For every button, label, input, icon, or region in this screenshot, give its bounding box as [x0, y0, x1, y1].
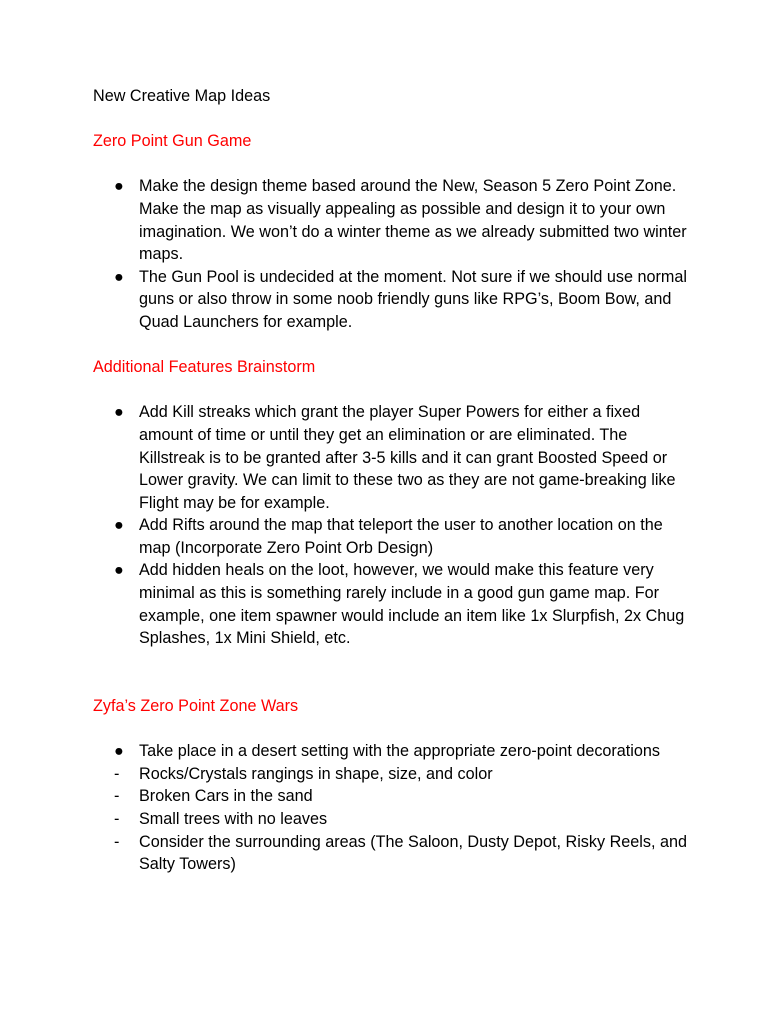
spacer: [93, 379, 693, 402]
list-item: [93, 401, 693, 514]
list-item: [93, 763, 693, 786]
bullet-marker: ●: [114, 516, 124, 535]
document-title: New Creative Map Ideas: [93, 87, 271, 105]
list-item-text: Add Kill streaks which grant the player Super Powers for either a fixed amount of time or until they get an elimination or are eliminated. The Killstreak is to be granted after 3-5 kills and it can grant Boosted Speed or Lower gravity. We can limit to these two as they are not game-breaking like Flight may be for example.: [139, 403, 676, 512]
bullet-marker: ●: [114, 403, 124, 422]
spacer: [93, 650, 693, 695]
bullet-marker: ●: [114, 561, 124, 580]
list-item: [93, 831, 693, 876]
section-list-zero-point-gun-game: [93, 175, 693, 333]
list-item-text: The Gun Pool is undecided at the moment. Not sure if we should use normal guns or also throw in some noob friendly guns like RPG’s, Boom Bow, and Quad Launchers for example.: [139, 267, 687, 331]
list-item-text: Take place in a desert setting with the appropriate zero-point decorations: [139, 742, 661, 761]
bullet-marker: ●: [114, 267, 124, 286]
bullet-marker: ●: [114, 742, 124, 761]
section-list-additional-features: [93, 401, 693, 650]
bullet-marker: ●: [114, 177, 124, 196]
dash-marker: -: [114, 810, 120, 828]
list-item: [93, 175, 693, 265]
list-item-text: Broken Cars in the sand: [139, 787, 313, 806]
list-item: [93, 808, 693, 831]
spacer: [93, 153, 693, 176]
list-item: [93, 514, 693, 559]
dash-marker: -: [114, 832, 120, 851]
document-page: [93, 85, 693, 876]
list-item: [93, 559, 693, 649]
section-heading-zero-point-gun-game: Zero Point Gun Game: [93, 132, 252, 151]
dash-marker: -: [114, 787, 120, 806]
section-heading-zone-wars: Zyfa’s Zero Point Zone Wars: [93, 697, 299, 716]
section-heading-additional-features: Additional Features Brainstorm: [93, 358, 316, 377]
spacer: [93, 334, 693, 357]
list-item-text: Small trees with no leaves: [139, 810, 328, 828]
dash-marker: -: [114, 764, 120, 783]
list-item: [93, 266, 693, 334]
list-item: [93, 785, 693, 808]
spacer: [93, 718, 693, 741]
list-item-text: Rocks/Crystals rangings in shape, size, and color: [139, 764, 493, 783]
spacer: [93, 108, 693, 131]
list-item-text: Add Rifts around the map that teleport the user to another location on the map (Incorporate Zero Point Orb Design): [139, 516, 663, 557]
section-list-zone-wars: [93, 740, 693, 876]
list-item: [93, 740, 693, 763]
list-item-text: Make the design theme based around the New, Season 5 Zero Point Zone. Make the map as visually appealing as possible and design it to your own imagination. We won’t do a winter theme as we already submitted two winter maps.: [139, 177, 687, 264]
list-item-text: Consider the surrounding areas (The Saloon, Dusty Depot, Risky Reels, and Salty Towers): [139, 832, 687, 874]
list-item-text: Add hidden heals on the loot, however, we would make this feature very minimal as this is something rarely include in a good gun game map. For example, one item spawner would include an item like 1x Slurpfish, 2x Chug Splashes, 1x Mini Shield, etc.: [139, 561, 685, 648]
